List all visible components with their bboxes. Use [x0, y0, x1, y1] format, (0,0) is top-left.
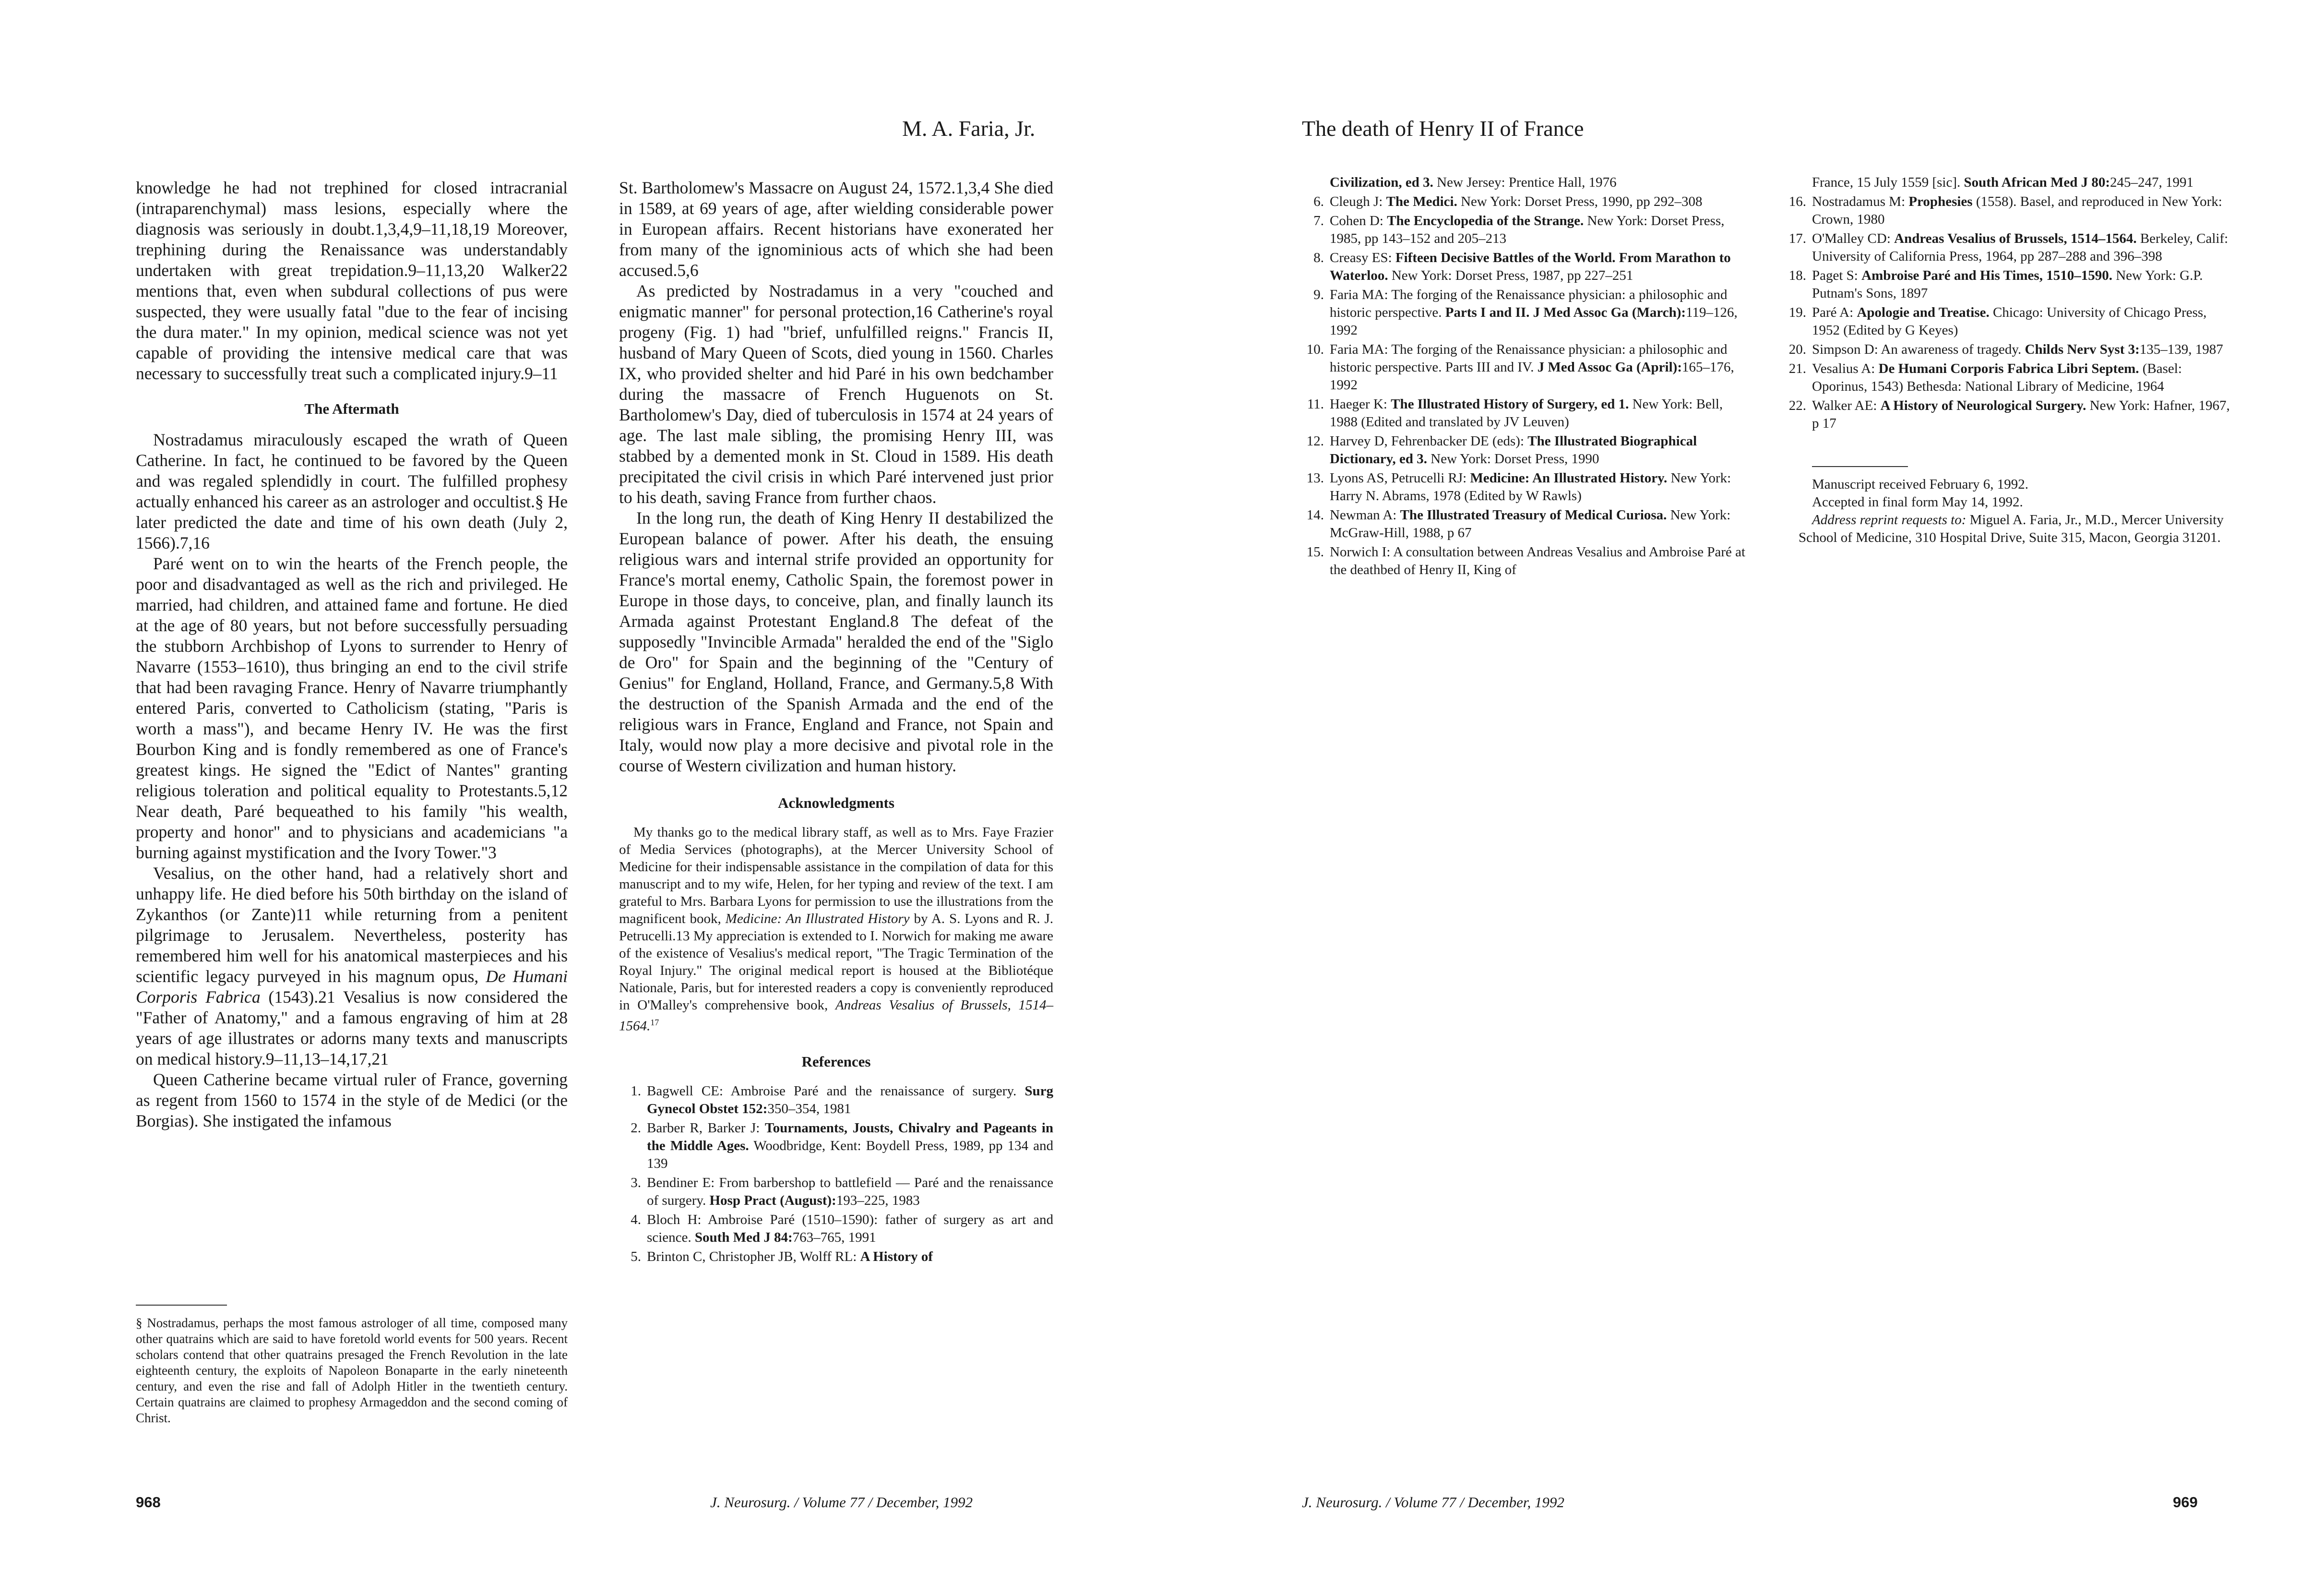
reference-item: 13. Lyons AS, Petrucelli RJ: Medicine: An Illustrated History. New York: Harry N. Abrams, 1978 (Edited by W Rawls): [1306, 470, 1731, 504]
paragraph: Paré went on to win the hearts of the French people, the poor and disadvantaged as well as the rich and privileged. He married, had children, and attained fame and fortune. He died at the age of 80 years, but not before successfully persuading the stubborn Archbishop of Lyons to surrender to Henry of Navarre (1553–1610), thus bringing an end to the civil strife that had been ravaging France. Henry of Navarre triumphantly entered Paris, converted to Catholicism (stating, "Paris is worth a mass"), and became Henry IV. He was the first Bourbon King and is fondly remembered as one of France's greatest kings. He signed the "Edict of Nantes" granting religious toleration and political equality to Protestants.5,12 Near death, Paré bequeathed to his family "his wealth, property and honor" and to physicians and academicians "a burning against mystification and the Ivory Tower."3: [136, 554, 568, 862]
reference-item: 4. Bloch H: Ambroise Paré (1510–1590): father of surgery as art and science. South Med J 84:763–765, 1991: [631, 1212, 1053, 1245]
reference-item: 2. Barber R, Barker J: Tournaments, Jousts, Chivalry and Pageants in the Middle Ages. Woodbridge, Kent: Boydell Press, 1989, pp 134 and 139: [631, 1120, 1053, 1171]
paragraph: Vesalius, on the other hand, had a relatively short and unhappy life. He died before his 50th birthday on the island of Zykanthos (or Zante)11 while returning from a penitent pilgrimage to Jerusalem. Nevertheless, posterity has remembered him well for his anatomical masterpieces and his scientific legacy purveyed in his magnum opus, De Humani Corporis Fabrica (1543).21 Vesalius is now considered the "Father of Anatomy," and a famous engraving of him at 28 years of age illustrates or adorns many texts and manuscripts on medical history.9–11,13–14,17,21: [136, 864, 568, 1068]
reference-item: 1. Bagwell CE: Ambroise Paré and the renaissance of surgery. Surg Gynecol Obstet 152:350–354, 1981: [631, 1083, 1053, 1116]
journal-footer-left: J. Neurosurg. / Volume 77 / December, 1992: [710, 1494, 973, 1511]
section-title-references: References: [801, 1053, 871, 1070]
reference-list: [619, 1082, 1053, 1266]
section-title-aftermath: The Aftermath: [304, 400, 399, 417]
reference-item: 5. Brinton C, Christopher JB, Wolff RL: A History of: [631, 1248, 933, 1264]
paragraph: Queen Catherine became virtual ruler of France, governing as regent from 1560 to 1574 in the style of de Medici (or the Borgias). She instigated the infamous: [136, 1070, 568, 1130]
journal-footer-right: J. Neurosurg. / Volume 77 / December, 1992: [1302, 1494, 1565, 1511]
paragraph: St. Bartholomew's Massacre on August 24, 1572.1,3,4 She died in 1589, at 69 years of age, after wielding considerable power in European affairs. Recent historians have exonerated her from many of the ignominious acts of which she had been accused.5,6: [619, 178, 1053, 280]
reference-item: 18. Paget S: Ambroise Paré and His Times, 1510–1590. New York: G.P. Putnam's Sons, 1897: [1788, 268, 2203, 301]
book-title: De Humani Corporis Fabrica: [136, 967, 568, 1007]
column-3: [1302, 174, 1748, 580]
footnote-rule: [136, 1305, 227, 1306]
reference-list: [1302, 174, 1748, 579]
reference-item: Civilization, ed 3. New Jersey: Prentice Hall, 1976: [1330, 175, 1617, 190]
paragraph: As predicted by Nostradamus in a very "couched and enigmatic manner" for personal protection,16 Catherine's royal progeny (Fig. 1) had "brief, unfulfilled reigns." Francis II, husband of Mary Queen of Scots, died young in 1560. Charles IX, who provided shelter and hid Paré in his own bedchamber during the massacre of French Huguenots on St. Bartholomew's Day, died of tuberculosis in 1574 at 24 years of age. The last male sibling, the promising Henry III, was stabbed by a demented monk in St. Cloud in 1589. His death precipitated the civil crisis in which Paré intervened just prior to his death, saving France from further chaos.: [619, 281, 1053, 507]
footnote: § Nostradamus, perhaps the most famous astrologer of all time, composed many other quatrains which are said to have foretold world events for 500 years. Recent scholars contend that other quatrains presaged the French Revolution in the late eighteenth century, the exploits of Napoleon Bonaparte in the early nineteenth century, and even the rise and fall of Adolph Hitler in the twentieth century. Certain quatrains are claimed to prophesy Armageddon and the second coming of Christ.: [136, 1316, 568, 1425]
column-1: [136, 178, 568, 1131]
manuscript-rule: [1812, 466, 1908, 467]
reference-item: 8. Creasy ES: Fifteen Decisive Battles of the World. From Marathon to Waterloo. New York: Dorset Press, 1987, pp 227–251: [1313, 250, 1731, 283]
page-number-left: 968: [136, 1494, 161, 1511]
reference-list: [1784, 174, 2235, 432]
reprint-address: Address reprint requests to: Miguel A. Faria, Jr., M.D., Mercer University School of Medicine, 310 Hospital Drive, Suite 315, Macon, Georgia 31201.: [1799, 512, 2224, 545]
reference-item: France, 15 July 1559 [sic]. South African Med J 80:245–247, 1991: [1812, 175, 2194, 190]
page-number-right: 969: [2173, 1494, 2198, 1511]
paragraph: Nostradamus miraculously escaped the wrath of Queen Catherine. In fact, he continued to be favored by the Queen and was regaled splendidly in court. The fulfilled prophesy actually enhanced his career as an astrologer and occultist.§ He later predicted the date and time of his own death (July 2, 1566).7,16: [136, 430, 568, 552]
running-head-left: M. A. Faria, Jr.: [902, 116, 1036, 141]
manuscript-info: [1784, 476, 2235, 547]
reference-item: 3. Bendiner E: From barbershop to battlefield — Paré and the renaissance of surgery. Hosp Pract (August):193–225, 1983: [631, 1175, 1053, 1208]
reference-item: 19. Paré A: Apologie and Treatise. Chicago: University of Chicago Press, 1952 (Edited by G Keyes): [1788, 305, 2207, 338]
received-date: Manuscript received February 6, 1992.: [1812, 477, 2028, 492]
column-2: [619, 178, 1053, 1267]
reference-item: 9. Faria MA: The forging of the Renaissance physician: a philosophic and historic perspective. Parts I and II. J Med Assoc Ga (March):119–126, 1992: [1313, 287, 1738, 338]
reference-item: 10. Faria MA: The forging of the Renaissance physician: a philosophic and historic perspective. Parts III and IV. J Med Assoc Ga (April):165–176, 1992: [1306, 342, 1734, 393]
column-4: [1784, 174, 2235, 547]
reference-item: 16. Nostradamus M: Prophesies (1558). Basel, and reproduced in New York: Crown, 1980: [1788, 194, 2222, 227]
accepted-date: Accepted in final form May 14, 1992.: [1812, 494, 2023, 510]
reference-item: 14. Newman A: The Illustrated Treasury of Medical Curiosa. New York: McGraw-Hill, 1988, p 67: [1306, 507, 1731, 540]
reference-item: 20. Simpson D: An awareness of tragedy. Childs Nerv Syst 3:135–139, 1987: [1788, 342, 2223, 357]
reference-item: 22. Walker AE: A History of Neurological Surgery. New York: Hafner, 1967, p 17: [1788, 398, 2230, 431]
reference-item: 15. Norwich I: A consultation between Andreas Vesalius and Ambroise Paré at the deathbed of Henry II, King of: [1306, 544, 1746, 577]
paragraph: In the long run, the death of King Henry II destabilized the European balance of power. After his death, the ensuing religious wars and internal strife provided an opportunity for France's mortal enemy, Catholic Spain, the foremost power in Europe in those days, to conceive, plan, and finally launch its Armada against Protestant England.8 The defeat of the supposedly "Invincible Armada" heralded the end of the "Siglo de Oro" for Spain and the beginning of the "Century of Genius" for England, Holland, France, and Germany.5,8 With the destruction of the Spanish Armada and the end of the religious wars in France, England and France, not Spain and Italy, would now play a more decisive and pivotal role in the course of Western civilization and human history.: [619, 508, 1053, 775]
running-head-right: The death of Henry II of France: [1302, 116, 1584, 141]
reference-item: 6. Cleugh J: The Medici. New York: Dorset Press, 1990, pp 292–308: [1313, 194, 1703, 209]
acknowledgments-text: My thanks go to the medical library staff, as well as to Mrs. Faye Frazier of Media Services (photographs), at the Mercer University School of Medicine for their indispensable assistance in the compilation of data for this manuscript and to my wife, Helen, for her typing and review of the text. I am grateful to Mrs. Barbara Lyons for permission to use the illustrations from the magnificent book, Medicine: An Illustrated History by A. S. Lyons and R. J. Petrucelli.13 My appreciation is extended to I. Norwich for making me aware of the existence of Vesalius's medical report, "The Tragic Termination of the Royal Injury." The original medical report is housed at the Bibliotéque Nationale, Paris, but for interested readers a copy is conveniently reproduced in O'Malley's comprehensive book, Andreas Vesalius of Brussels, 1514–1564.17: [619, 825, 1054, 1034]
reference-item: 7. Cohen D: The Encyclopedia of the Strange. New York: Dorset Press, 1985, pp 143–152 and 205–213: [1313, 213, 1725, 246]
reference-item: 21. Vesalius A: De Humani Corporis Fabrica Libri Septem. (Basel: Oporinus, 1543) Bethesda: National Library of Medicine, 1964: [1788, 361, 2182, 394]
paragraph: knowledge he had not trephined for closed intracranial (intraparenchymal) mass lesions, especially where the diagnosis was seriously in doubt.1,3,4,9–11,18,19 Moreover, trephining during the Renaissance was understandably undertaken with great trepidation.9–11,13,20 Walker22 mentions that, even when subdural collections of pus were suspected, they were usually fatal "due to the fear of incising the dura mater." In my opinion, medical science was not yet capable of providing the intensive medical care that was necessary to successfully treat such a complicated injury.9–11: [136, 178, 568, 383]
section-title-acknowledgments: Acknowledgments: [778, 794, 894, 811]
reference-item: 11. Haeger K: The Illustrated History of Surgery, ed 1. New York: Bell, 1988 (Edited and translated by JV Leuven): [1307, 396, 1723, 430]
reference-item: 17. O'Malley CD: Andreas Vesalius of Brussels, 1514–1564. Berkeley, Calif: University of California Press, 1964, pp 287–288 and 396–398: [1788, 231, 2229, 264]
reference-item: 12. Harvey D, Fehrenbacker DE (eds): The Illustrated Biographical Dictionary, ed 3. New York: Dorset Press, 1990: [1306, 433, 1697, 467]
